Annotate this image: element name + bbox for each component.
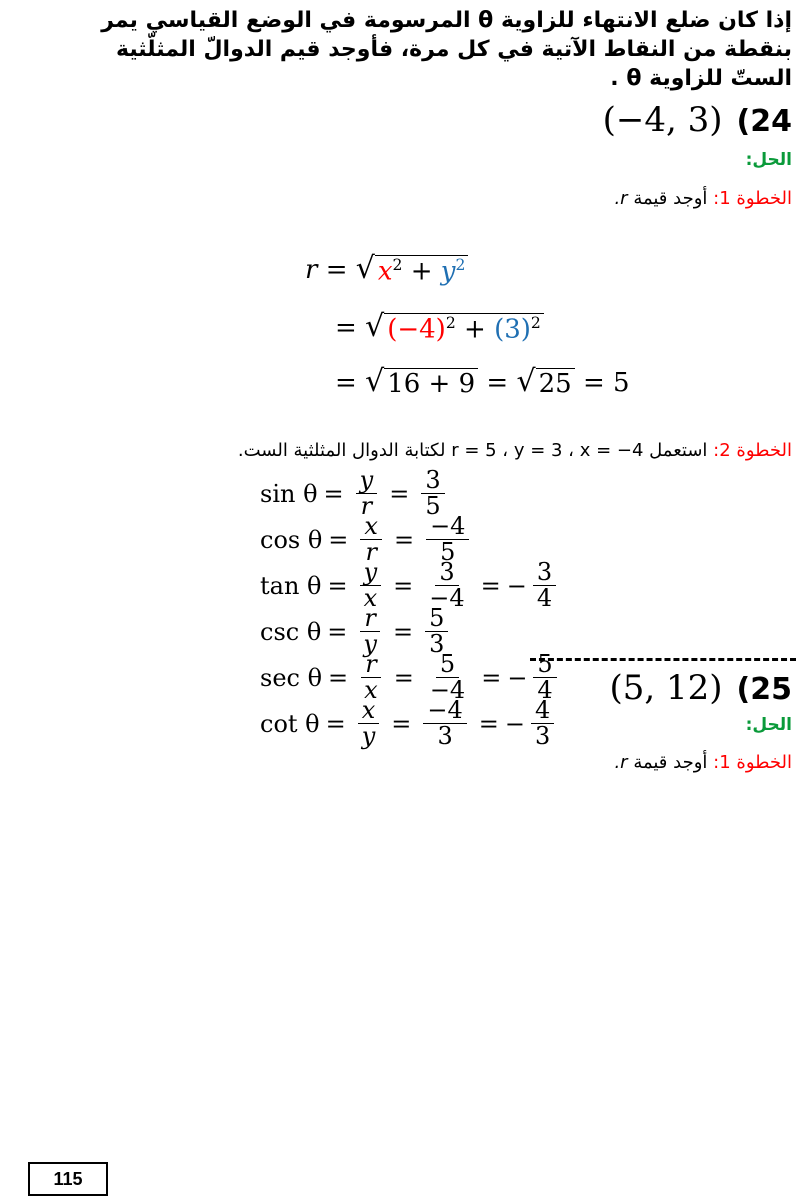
equals: = (335, 313, 357, 343)
sqrt-symbol: √ 25 (516, 368, 574, 397)
solution-label-24: الحل: (745, 150, 792, 170)
minus-sign: − (507, 663, 528, 692)
step1-var: r. (614, 188, 628, 209)
plus: + (455, 314, 495, 345)
numerator: r (361, 652, 380, 678)
r-lhs: r = (305, 255, 348, 285)
denominator: r (360, 492, 373, 521)
numerator: r (360, 606, 379, 632)
trig-row-tan (260, 560, 562, 611)
numerator: 3 (435, 560, 458, 586)
denominator: −4 (429, 584, 465, 613)
step1-25 (614, 752, 792, 773)
numerator: x (360, 514, 382, 540)
denominator: −4 (429, 676, 466, 705)
page-number: 115 (28, 1162, 108, 1196)
step1-text: أوجد قيمة (633, 188, 708, 209)
r-equation-line-2 (335, 309, 544, 345)
equals: = (323, 479, 344, 508)
equals: = (328, 525, 349, 554)
equals: = (393, 663, 414, 692)
numerator: x (358, 698, 380, 724)
denominator: 5 (425, 492, 441, 521)
radicand: 25 (536, 368, 575, 397)
equals: = (392, 617, 414, 646)
intro-line-2: بنقطة من النقاط الآتية في كل مرة، فأوجد قيم الدوالّ المثلّثية (115, 37, 792, 62)
numerator: 4 (531, 698, 554, 724)
problem-25-header (609, 668, 792, 710)
trig-fn: csc θ (260, 617, 322, 646)
numerator: −4 (426, 514, 469, 540)
denominator: y (363, 630, 377, 659)
radicand: 16 + 9 (384, 368, 478, 397)
step2-label: الخطوة 2: (713, 440, 792, 461)
equals: = (325, 709, 346, 738)
step1-text: أوجد قيمة (633, 752, 708, 773)
trig-row-cot (260, 698, 560, 749)
denominator: 3 (429, 630, 445, 659)
sqrt-symbol: √ 16 + 9 (365, 368, 478, 397)
step1-label: الخطوة 1: (713, 188, 792, 209)
denominator: y (361, 722, 376, 751)
r-equation-line-3 (335, 364, 630, 399)
trig-row-sin (260, 468, 451, 519)
minus-sign: − (506, 571, 527, 600)
numerator: 5 (533, 652, 556, 678)
trig-fn: sec θ (260, 663, 323, 692)
denominator: x (363, 584, 378, 613)
result: = 5 (582, 368, 630, 398)
problem-24-header (603, 100, 792, 142)
equals: = (481, 663, 502, 692)
y-value: (3) (494, 314, 531, 345)
equals: = (486, 368, 509, 398)
step2-24 (238, 440, 792, 461)
step1-24 (614, 188, 792, 209)
equals: = (391, 709, 412, 738)
problem-24-point: (−4, 3) (602, 100, 723, 140)
denominator: 3 (437, 722, 453, 751)
minus-sign: − (504, 709, 526, 738)
y-var: y (440, 256, 456, 287)
equals: = (327, 617, 348, 646)
separator-dashes (530, 658, 796, 661)
solution-label-25: الحل: (745, 715, 792, 735)
trig-fn: cot θ (260, 709, 320, 738)
fraction (423, 698, 466, 749)
equals: = (327, 571, 348, 600)
sqrt-symbol: √ $(-4)^2 + (3)^2$ (365, 313, 544, 343)
fraction (533, 560, 556, 611)
trig-fn: tan θ (260, 571, 322, 600)
equals: = (328, 663, 349, 692)
numerator: 3 (533, 560, 556, 586)
numerator: −4 (423, 698, 466, 724)
trig-fn: cos θ (260, 525, 323, 554)
equals: = (393, 525, 415, 554)
sqrt-symbol: √ $x^2 + y^2$ (356, 255, 469, 285)
equals: = (389, 479, 410, 508)
denominator: 3 (535, 722, 551, 751)
problem-24-number: (24 (736, 104, 792, 139)
numerator: 5 (436, 652, 459, 678)
problem-25-number: (25 (736, 672, 792, 707)
equals: = (393, 571, 414, 600)
step2-text: استعمل r = 5 ، y = 3 ، x = −4 لكتابة الدوال المثلثية الست. (237, 440, 708, 461)
numerator: 5 (425, 606, 448, 632)
equals: = (335, 368, 357, 398)
denominator: x (364, 676, 378, 705)
denominator: 4 (537, 676, 553, 705)
step1-label: الخطوة 1: (713, 752, 792, 773)
equals: = (478, 709, 499, 738)
fraction (531, 698, 554, 749)
numerator: 3 (421, 468, 444, 494)
r-equation-line-1 (305, 251, 468, 287)
problem-instructions (12, 6, 792, 93)
denominator: 5 (440, 538, 456, 567)
trig-row-csc (260, 606, 454, 657)
step1-var: r. (614, 752, 628, 773)
trig-row-sec (260, 652, 563, 703)
denominator: r (365, 538, 377, 567)
trig-fn: sin θ (260, 479, 318, 508)
fraction (358, 698, 380, 749)
x-value: (−4) (387, 314, 446, 345)
denominator: 4 (536, 584, 553, 613)
intro-line-3: الستّ للزاوية θ . (610, 66, 792, 91)
intro-line-1: إذا كان ضلع الانتهاء للزاوية θ المرسومة في الوضع القياسي يمر (101, 8, 792, 33)
numerator: y (356, 468, 378, 494)
x-var: x (377, 256, 393, 287)
plus: + (402, 256, 441, 287)
numerator: y (360, 560, 382, 586)
problem-25-point: (5, 12) (609, 668, 723, 708)
equals: = (480, 571, 501, 600)
